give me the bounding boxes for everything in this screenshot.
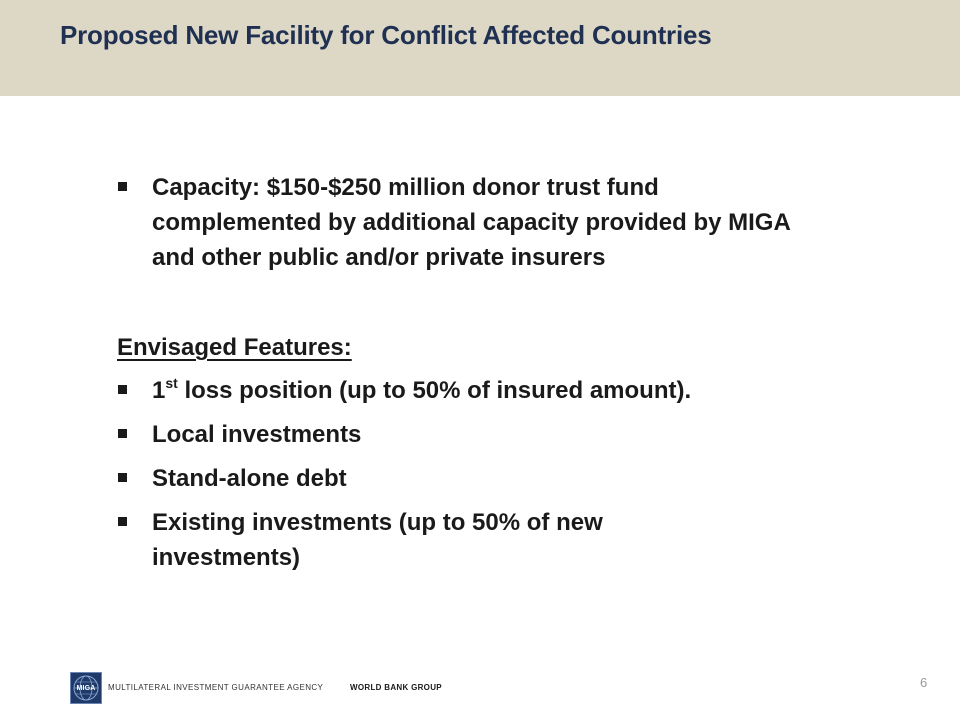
feature-item-first-loss <box>112 373 832 408</box>
organization-name: MULTILATERAL INVESTMENT GUARANTEE AGENCY <box>108 683 324 692</box>
title-bar <box>0 0 960 96</box>
capacity-bullet <box>112 170 832 275</box>
feature-description: loss position (up to 50% of insured amount). <box>177 377 692 404</box>
logo-text: MIGA <box>76 685 96 692</box>
feature-item-stand-alone-debt <box>112 461 832 496</box>
square-bullet-icon <box>112 461 152 496</box>
capacity-text: Capacity: $150-$250 million donor trust fund complemented by additional capacity provided by MIGA and other public and/or private insurers <box>152 174 790 271</box>
features-heading: Envisaged Features: <box>117 334 352 361</box>
feature-text: Existing investments (up to 50% of new investments) <box>152 509 603 571</box>
feature-text <box>152 373 712 408</box>
feature-item-local-investments <box>112 417 832 452</box>
square-bullet-icon <box>112 373 152 408</box>
feature-item-existing-investments <box>112 505 832 575</box>
ordinal-suffix: st <box>165 375 178 391</box>
slide-content <box>112 170 832 584</box>
square-bullet-icon <box>112 417 152 452</box>
slide-title: Proposed New Facility for Conflict Affected Countries <box>60 20 712 50</box>
world-bank-group: WORLD BANK GROUP <box>350 683 442 692</box>
square-bullet-icon <box>112 170 152 205</box>
page-number: 6 <box>920 675 928 690</box>
square-bullet-icon <box>112 505 152 540</box>
feature-text: Stand-alone debt <box>152 465 347 492</box>
feature-text: Local investments <box>152 421 362 448</box>
feature-number: 1 <box>152 377 166 404</box>
miga-logo <box>70 672 102 704</box>
